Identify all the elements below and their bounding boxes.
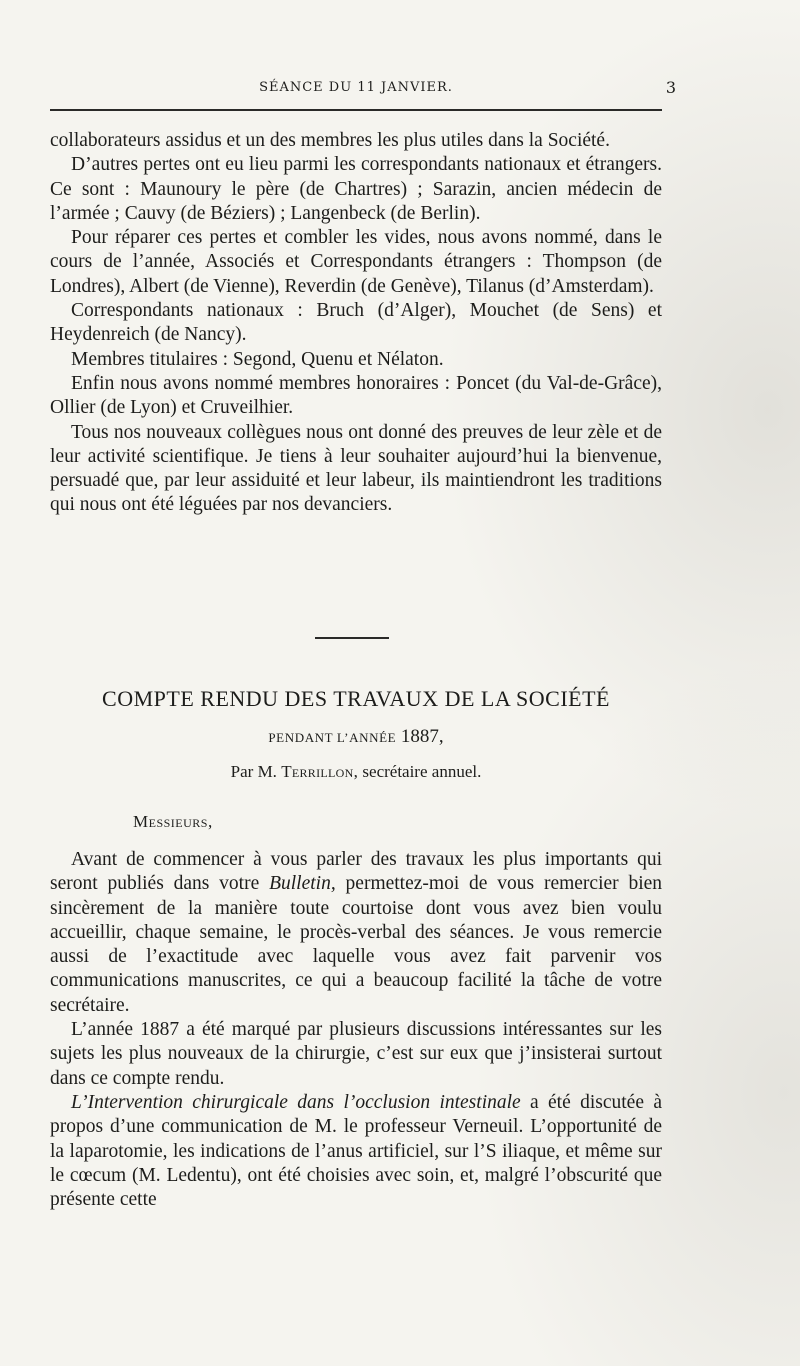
byline <box>50 762 662 782</box>
section-subtitle <box>50 726 662 748</box>
running-head: SÉANCE DU 11 JANVIER. <box>259 80 453 95</box>
section-title: COMPTE RENDU DES TRAVAUX DE LA SOCIÉTÉ <box>102 686 610 711</box>
subtitle-year: 1887, <box>400 726 444 747</box>
subtitle-prefix: PENDANT L’ANNÉE <box>268 730 397 745</box>
text-run: permettez-moi de vous remercier bien sincèrement de la manière toute courtoise dont vous avez bien voulu accueillir, chaque semaine, le procès-verbal des séances. Je vous remercie aussi de l’exactitude avec laquelle vous avez fait parvenir vos communications manuscrites, ce qui a beaucoup facilité la tâche de votre secrétaire. <box>50 873 663 1016</box>
byline-prefix: Par M. <box>230 762 277 781</box>
paragraph: Membres titulaires : Segond, Quenu et Nélaton. <box>71 348 444 370</box>
italic-title: Bulletin, <box>269 873 336 895</box>
paragraph: Enfin nous avons nommé membres honoraires : Poncet (du Val-de-Grâce), Ollier (de Lyon) et Cruveilhier. <box>50 372 662 419</box>
paragraph: D’autres pertes ont eu lieu parmi les correspondants nationaux et étrangers. Ce sont : Maunoury le père (de Chartres) ; Sarazin, ancien médecin de l’armée ; Cauvy (de Béziers) ; Langenbeck (de Berlin). <box>50 154 662 224</box>
paragraph <box>50 1091 662 1212</box>
text-run: a été discutée à propos d’une communication de M. le professeur Verneuil. L’opportunité de la laparotomie, les indications de l’anus artificiel, sur l’S iliaque, et même sur le cœcum (M. Ledentu), ont été choisies avec soin, et, malgré l’obscurité que présente cette <box>50 1091 662 1211</box>
report-text-block <box>50 848 662 1212</box>
page-header <box>50 76 676 100</box>
italic-title: L’Intervention chirurgicale dans l’occlusion intestinale <box>71 1091 521 1113</box>
salutation: Messieurs, <box>133 812 213 831</box>
page-number: 3 <box>665 78 676 97</box>
paragraph: Correspondants nationaux : Bruch (d’Alger), Mouchet (de Sens) et Heydenreich (de Nancy). <box>50 300 662 346</box>
section-divider <box>315 637 389 639</box>
paragraph: Pour réparer ces pertes et combler les vides, nous avons nommé, dans le cours de l’année, Associés et Correspondants étrangers : Thompson (de Londres), Albert (de Vienne), Reverdin (de Genève), Tilanus (d’Amsterdam). <box>50 227 662 297</box>
header-rule <box>50 109 662 111</box>
paragraph <box>50 848 662 1018</box>
byline-suffix: secrétaire annuel. <box>362 762 482 781</box>
paragraph: collaborateurs assidus et un des membres les plus utiles dans la Société. <box>50 130 610 151</box>
byline-name: Terrillon, <box>281 762 359 781</box>
paragraph: Tous nos nouveaux collègues nous ont donné des preuves de leur zèle et de leur activité scientifique. Je tiens à leur souhaiter aujourd’hui la bienvenue, persuadé que, par leur assiduité et leur labeur, ils maintiendront les traditions qui nous ont été léguées par nos devanciers. <box>50 421 662 516</box>
paragraph: L’année 1887 a été marqué par plusieurs discussions intéressantes sur les sujets les plus nouveaux de la chirurgie, c’est sur eux que j’insisterai surtout dans ce compte rendu. <box>50 1019 662 1089</box>
text-run: Avant de commencer à vous parler des travaux les plus importants qui seront publiés dans votre <box>50 849 662 895</box>
opening-text-block <box>50 129 662 518</box>
